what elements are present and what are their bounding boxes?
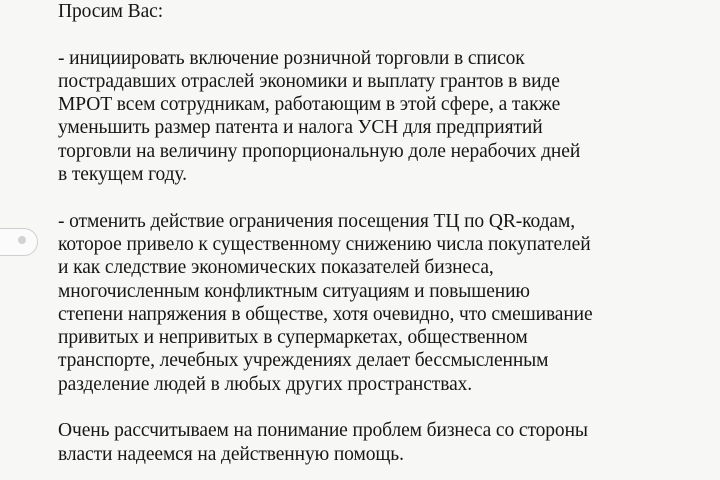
paragraph1-line-5: торговли на величину пропорциональную доле нерабочих дней bbox=[58, 140, 581, 162]
carousel-indicator-icon[interactable] bbox=[0, 228, 38, 256]
paragraph3-line-2: власти надеемся на действенную помощь. bbox=[58, 443, 404, 465]
paragraph2-line-2: которое привело к существенному снижению числа покупателей bbox=[58, 233, 591, 255]
paragraph1-line-1: - инициировать включение розничной торговли в список bbox=[58, 47, 525, 69]
paragraph1-line-4: уменьшить размер патента и налога УСН для предприятий bbox=[58, 117, 543, 139]
carousel-dot-icon bbox=[18, 236, 26, 244]
paragraph-gap bbox=[58, 396, 710, 419]
paragraph2-line-7: транспорте, лечебных учреждениях делает бессмысленным bbox=[58, 350, 549, 372]
paragraph2-line-6: привитых и непривитых в супермаркетах, общественном bbox=[58, 327, 528, 349]
paragraph1-line-3: МРОТ всем сотрудникам, работающим в этой сфере, а также bbox=[58, 94, 561, 116]
letter-body bbox=[58, 0, 710, 466]
greeting-line: Просим Вас: bbox=[58, 1, 164, 22]
paragraph2-line-8: разделение людей в любых других пространствах. bbox=[58, 373, 473, 395]
paragraph2-line-5: степени напряжения в обществе, хотя очевидно, что смешивание bbox=[58, 303, 593, 325]
paragraph2-line-1: - отменить действие ограничения посещения ТЦ по QR-кодам, bbox=[58, 210, 575, 232]
paragraph1-line-6: в текущем году. bbox=[58, 164, 187, 186]
paragraph2-line-4: многочисленным конфликтным ситуациям и повышению bbox=[58, 280, 530, 302]
paragraph-gap bbox=[58, 186, 710, 209]
paragraph2-line-3: и как следствие экономических показателей бизнеса, bbox=[58, 257, 494, 279]
paragraph3-line-1: Очень рассчитываем на понимание проблем бизнеса со стороны bbox=[58, 420, 588, 442]
paragraph-gap bbox=[58, 23, 710, 46]
paragraph1-line-2: пострадавших отраслей экономики и выплату грантов в виде bbox=[58, 70, 560, 92]
